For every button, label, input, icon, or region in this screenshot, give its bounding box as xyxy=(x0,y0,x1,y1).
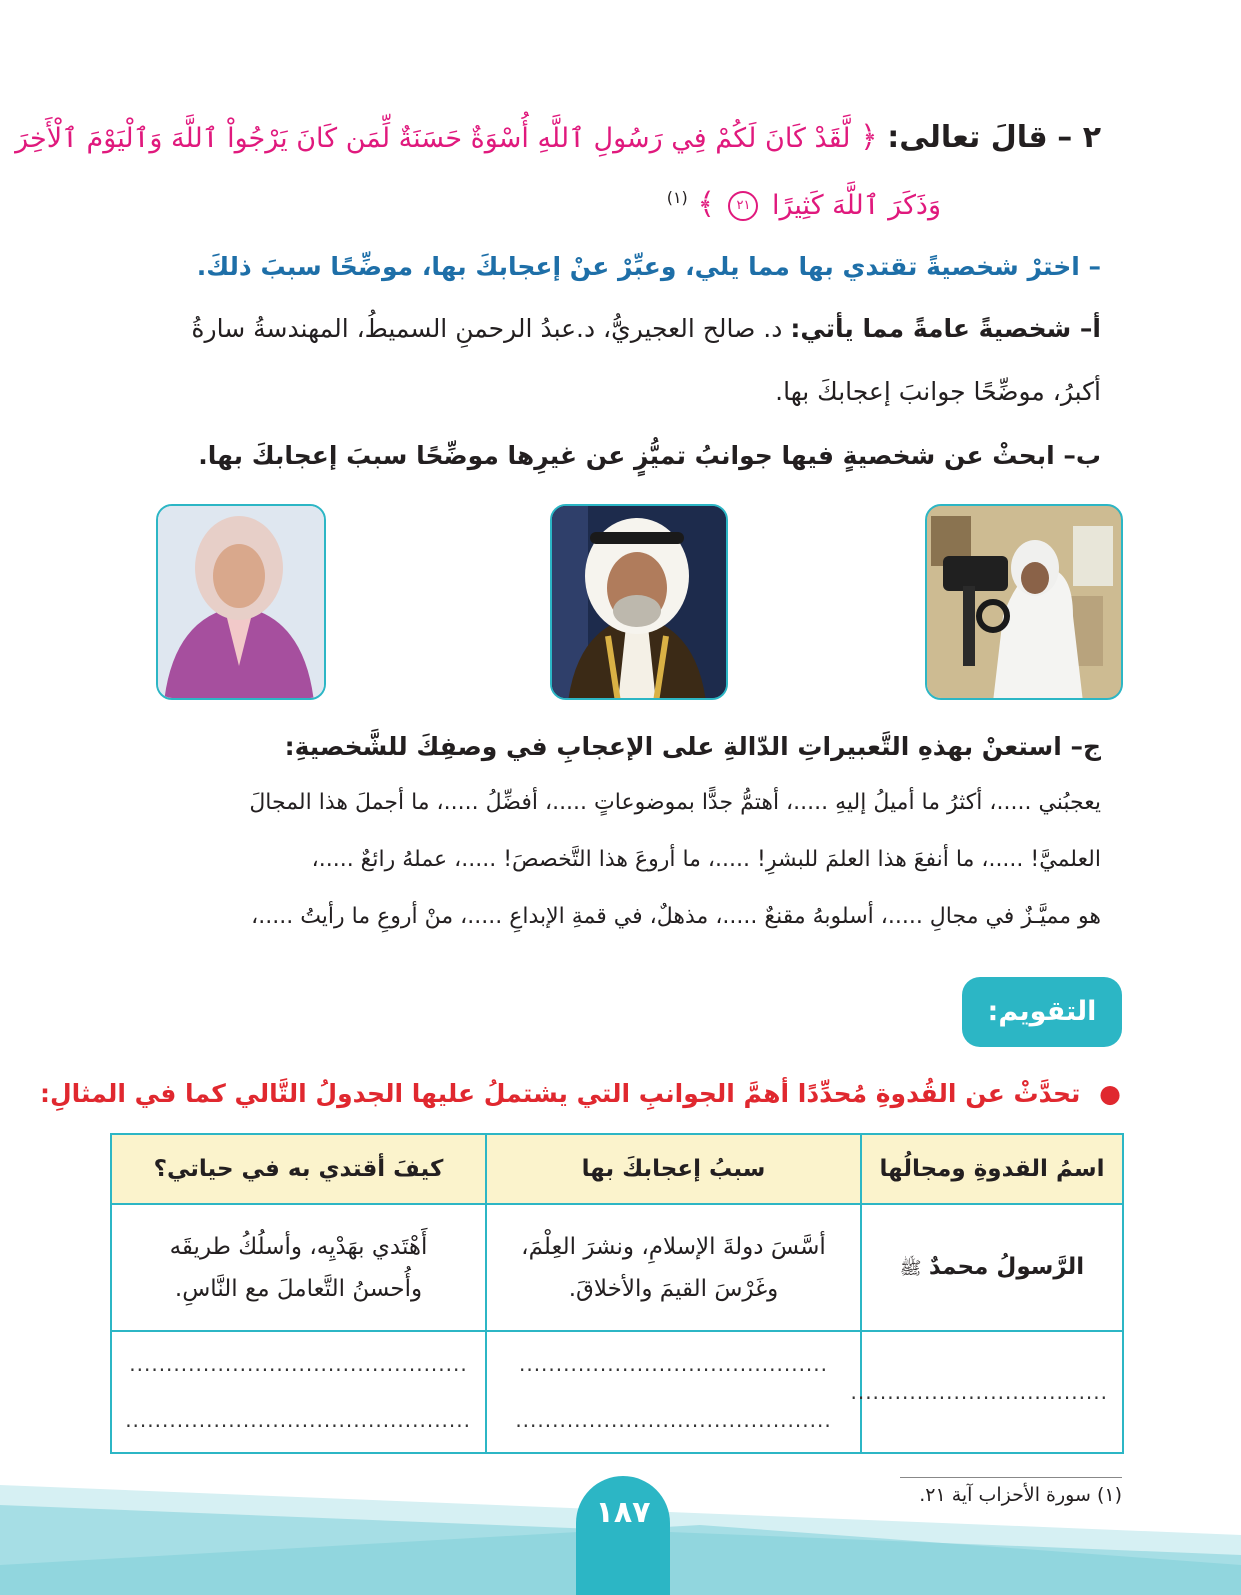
verse-number: ٢ – xyxy=(1057,120,1101,155)
item-a-line-2: أكبرُ، موضِّحًا جوانبَ إعجابكَ بها. xyxy=(775,377,1101,406)
item-c-heading: ج– استعنْ بهذهِ التَّعبيراتِ الدّالةِ على الإعجابِ في وصفِكَ للشَّخصيةِ: xyxy=(284,732,1101,761)
example-name-cell xyxy=(861,1204,1123,1331)
item-a-names: د. صالح العجيريُّ، د.عبدُ الرحمنِ السميطُ، المهندسةُ سارةُ xyxy=(191,314,783,343)
evaluation-prompt-text: تحدَّثْ عن القُدوةِ مُحدِّدًا أهمَّ الجوانبِ التي يشتملُ عليها الجدولُ التَّالي كما في المثالِ: xyxy=(39,1079,1081,1108)
blank-reason-line-2: ........................................... xyxy=(515,1408,832,1432)
item-c-line-1: يعجبُني .....، أكثرُ ما أميلُ إليهِ .....، أهتمُّ جدًّا بموضوعاتٍ .....، أفضِّلُ .....، ما أجملَ هذا المجالَ xyxy=(249,790,1101,815)
verse-intro: قالَ تعالى: xyxy=(887,120,1048,155)
item-b-text: ب– ابحثْ عن شخصيةٍ فيها جوانبُ تميُّزٍ عن غيرِها موضِّحًا سببَ إعجابكَ بها. xyxy=(198,441,1101,470)
item-a-line-1 xyxy=(191,309,1101,349)
header-how: كيفَ أقتدي به في حياتي؟ xyxy=(111,1134,486,1204)
verse-text-line-2: وَذَكَرَ ٱللَّهَ كَثِيرًا xyxy=(772,190,941,221)
photo-man-in-bisht xyxy=(550,504,728,700)
blank-reason-cell[interactable] xyxy=(486,1331,861,1453)
header-reason: سببُ إعجابكَ بها xyxy=(486,1134,861,1204)
blank-how-line-2: ............................................... xyxy=(125,1408,471,1432)
role-model-table xyxy=(110,1133,1124,1454)
evaluation-prompt xyxy=(40,1074,1121,1114)
blank-how-line-1: .............................................. xyxy=(129,1352,468,1376)
example-how-line-2: وأُحسنُ التَّعاملَ مع النَّاسِ. xyxy=(174,1275,423,1302)
item-a-label: أ– شخصيةً عامةً مما يأتي: xyxy=(790,314,1101,343)
verse-text-line-1: لَّقَدْ كَانَ لَكُمْ فِي رَسُولِ ٱللَّهِ أُسْوَةٌ حَسَنَةٌ لِّمَن كَانَ يَرْجُواْ ٱللَّهَ وَٱلْيَوْمَ ٱلْأَخِرَ xyxy=(15,123,851,154)
photo-scientist-with-telescope xyxy=(925,504,1123,700)
verse-line-1 xyxy=(15,108,1101,169)
page-number: ١٨٧ xyxy=(595,1495,651,1530)
blank-name-line: ................................... xyxy=(850,1380,1108,1404)
header-name: اسمُ القدوةِ ومجالُها xyxy=(861,1134,1123,1204)
table-header-row xyxy=(111,1134,1123,1204)
page-number-badge xyxy=(576,1476,670,1595)
example-reason-line-1: أسَّسَ دولةَ الإسلامِ، ونشرَ العِلْمَ، xyxy=(521,1233,826,1260)
verse-open-bracket: ﴿ xyxy=(860,120,878,155)
example-how-line-1: أَهْتَدي بهَدْيِه، وأسلُكُ طريقَه xyxy=(169,1233,428,1260)
footnote-reference: (١) xyxy=(666,188,688,207)
blank-how-cell[interactable] xyxy=(111,1331,486,1453)
verse-line-2 xyxy=(667,168,941,236)
item-c-line-2: العلميَّ! .....، ما أنفعَ هذا العلمَ للبشرِ! .....، ما أروعَ هذا التَّخصصَ! .....، عملهُ رائعٌ .....، xyxy=(311,847,1101,872)
verse-close-bracket: ﴾ xyxy=(697,187,715,222)
table-row-blank xyxy=(111,1331,1123,1453)
photo-woman-in-pink xyxy=(156,504,326,700)
blank-reason-line-1: .......................................... xyxy=(518,1352,828,1376)
example-name: الرَّسولُ محمدٌ xyxy=(928,1253,1085,1280)
item-c-line-3: هو مميَّـزٌ في مجالِ .....، أسلوبهُ مقنعٌ .....، مذهلٌ، في قمةِ الإبداعِ .....، منْ أروعِ ما رأيتُ .....، xyxy=(251,904,1101,929)
example-reason-line-2: وغَرْسَ القيمَ والأخلاقَ. xyxy=(568,1275,779,1302)
table-row-example xyxy=(111,1204,1123,1331)
honorific-mark: ﷺ xyxy=(899,1257,922,1279)
example-how-cell xyxy=(111,1204,486,1331)
bullet-icon: ● xyxy=(1099,1079,1121,1108)
evaluation-label: التقويم: xyxy=(962,977,1122,1047)
blank-name-cell[interactable] xyxy=(850,1331,1123,1453)
ayah-number-badge: ٢١ xyxy=(728,191,758,221)
footnote: (١) سورة الأحزاب آية ٢١. xyxy=(919,1484,1122,1506)
instruction-text: – اخترْ شخصيةً تقتدي بها مما يلي، وعبِّرْ عنْ إعجابكَ بها، موضِّحًا سببَ ذلكَ. xyxy=(196,252,1101,281)
example-reason-cell xyxy=(486,1204,861,1331)
